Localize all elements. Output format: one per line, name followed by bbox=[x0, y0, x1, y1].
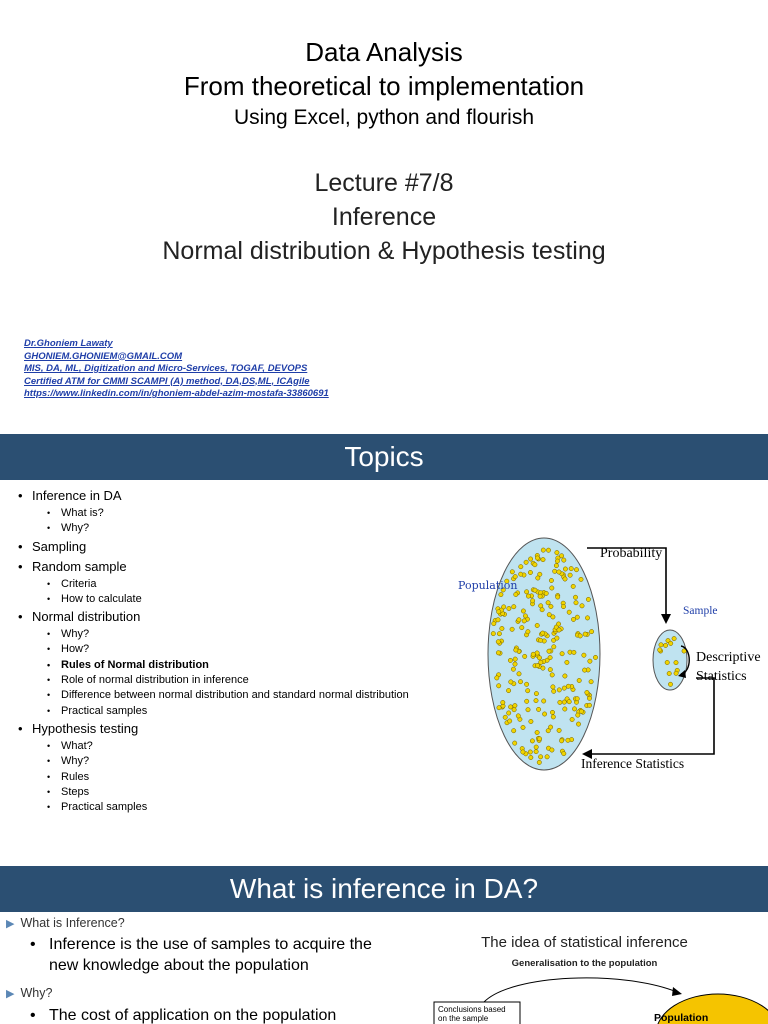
data-point-dot bbox=[563, 577, 567, 581]
data-point-dot bbox=[508, 658, 512, 662]
data-point-dot bbox=[549, 578, 553, 582]
data-point-dot bbox=[506, 688, 510, 692]
data-point-dot bbox=[523, 654, 527, 658]
data-point-dot bbox=[526, 689, 530, 693]
data-point-dot bbox=[528, 750, 532, 754]
data-point-dot bbox=[550, 710, 554, 714]
data-point-dot bbox=[548, 725, 552, 729]
subtopic-item: • Why? bbox=[18, 521, 450, 536]
data-point-dot bbox=[587, 703, 591, 707]
topic-item: • Normal distribution bbox=[18, 607, 450, 627]
data-point-dot bbox=[572, 707, 576, 711]
data-point-dot bbox=[513, 741, 517, 745]
data-point-dot bbox=[513, 662, 517, 666]
data-point-dot bbox=[568, 573, 572, 577]
data-point-dot bbox=[566, 684, 570, 688]
data-point-dot bbox=[587, 696, 591, 700]
data-point-dot bbox=[571, 584, 575, 588]
data-point-dot bbox=[586, 597, 590, 601]
data-point-dot bbox=[583, 632, 587, 636]
subtopic-item: • How to calculate bbox=[18, 592, 450, 607]
data-point-dot bbox=[538, 594, 542, 598]
data-point-dot bbox=[507, 711, 511, 715]
data-point-dot bbox=[517, 672, 521, 676]
data-point-dot bbox=[558, 700, 562, 704]
data-point-dot bbox=[533, 588, 537, 592]
data-point-dot bbox=[541, 557, 545, 561]
data-point-dot bbox=[579, 577, 583, 581]
data-point-dot bbox=[550, 748, 554, 752]
data-point-dot bbox=[531, 652, 535, 656]
data-point-dot bbox=[517, 618, 521, 622]
data-point-dot bbox=[548, 667, 552, 671]
data-point-dot bbox=[509, 680, 513, 684]
probability-label: Probability bbox=[600, 546, 663, 561]
author-info bbox=[24, 338, 329, 401]
data-point-dot bbox=[519, 572, 523, 576]
data-point-dot bbox=[499, 592, 503, 596]
data-point-dot bbox=[508, 719, 512, 723]
subtopic-item: • Why? bbox=[18, 754, 450, 769]
data-point-dot bbox=[510, 627, 514, 631]
data-point-dot bbox=[557, 570, 561, 574]
data-point-dot bbox=[557, 628, 561, 632]
data-point-dot bbox=[552, 689, 556, 693]
data-point-dot bbox=[585, 690, 589, 694]
data-point-dot bbox=[545, 755, 549, 759]
data-point-dot bbox=[541, 631, 545, 635]
subtopic-item: • Practical samples bbox=[18, 704, 450, 719]
data-point-dot bbox=[529, 719, 533, 723]
data-point-dot bbox=[539, 660, 543, 664]
data-point-dot bbox=[588, 659, 592, 663]
data-point-dot bbox=[552, 645, 556, 649]
data-point-dot bbox=[503, 715, 507, 719]
data-point-dot bbox=[536, 576, 540, 580]
data-point-dot bbox=[580, 604, 584, 608]
subtopic-item: • Rules of Normal distribution bbox=[18, 658, 450, 673]
data-point-dot bbox=[514, 592, 518, 596]
data-point-dot bbox=[525, 699, 529, 703]
data-point-dot bbox=[658, 648, 662, 652]
data-point-dot bbox=[508, 705, 512, 709]
data-point-dot bbox=[521, 750, 525, 754]
data-point-dot bbox=[534, 691, 538, 695]
data-point-dot bbox=[563, 567, 567, 571]
data-point-dot bbox=[501, 700, 505, 704]
lecture-topic: Inference bbox=[331, 203, 437, 231]
data-point-dot bbox=[539, 604, 543, 608]
data-point-dot bbox=[669, 641, 673, 645]
topic-item: • Sampling bbox=[18, 537, 450, 557]
data-point-dot bbox=[514, 648, 518, 652]
data-point-dot bbox=[526, 708, 530, 712]
data-point-dot bbox=[535, 623, 539, 627]
data-point-dot bbox=[537, 760, 541, 764]
data-point-dot bbox=[524, 682, 528, 686]
data-point-dot bbox=[562, 558, 566, 562]
topic-item: • Random sample bbox=[18, 557, 450, 577]
data-point-dot bbox=[582, 668, 586, 672]
data-point-dot bbox=[534, 698, 538, 702]
inference-statistics-label: Inference Statistics bbox=[581, 756, 685, 771]
topics-banner: Topics bbox=[0, 434, 768, 480]
data-point-dot bbox=[507, 606, 511, 610]
data-point-dot bbox=[546, 601, 550, 605]
topic-item: • Hypothesis testing bbox=[18, 719, 450, 739]
data-point-dot bbox=[582, 653, 586, 657]
author-skills[interactable]: MIS, DA, ML, Digitization and Micro-Services, TOGAF, DEVOPS bbox=[24, 363, 308, 374]
data-point-dot bbox=[569, 566, 573, 570]
data-point-dot bbox=[521, 725, 525, 729]
data-point-dot bbox=[546, 548, 550, 552]
data-point-dot bbox=[554, 563, 558, 567]
data-point-dot bbox=[562, 686, 566, 690]
lecture-subtopic: Normal distribution & Hypothesis testing bbox=[162, 237, 606, 265]
author-name[interactable]: Dr.Ghoniem Lawaty bbox=[24, 338, 113, 349]
data-point-dot bbox=[557, 728, 561, 732]
data-point-dot bbox=[659, 643, 663, 647]
data-point-dot bbox=[538, 638, 542, 642]
data-point-dot bbox=[496, 640, 500, 644]
data-point-dot bbox=[542, 699, 546, 703]
data-point-dot bbox=[574, 568, 578, 572]
data-point-dot bbox=[565, 660, 569, 664]
data-point-dot bbox=[553, 569, 557, 573]
data-point-dot bbox=[535, 556, 539, 560]
sample-label: Sample bbox=[683, 605, 718, 617]
question-what bbox=[6, 916, 125, 930]
triangle-bullet-icon: ▶ bbox=[6, 918, 15, 930]
data-point-dot bbox=[571, 617, 575, 621]
data-point-dot bbox=[534, 745, 538, 749]
data-point-dot bbox=[570, 717, 574, 721]
data-point-dot bbox=[534, 749, 538, 753]
subtopic-item: • Steps bbox=[18, 785, 450, 800]
data-point-dot bbox=[518, 680, 522, 684]
generalisation-arrow bbox=[484, 978, 677, 1002]
data-point-dot bbox=[668, 682, 672, 686]
data-point-dot bbox=[593, 655, 597, 659]
subtopic-item: • Criteria bbox=[18, 577, 450, 592]
course-subtitle: From theoretical to implementation bbox=[183, 71, 585, 101]
data-point-dot bbox=[497, 706, 501, 710]
conclusions-label: Conclusions based on the sample bbox=[438, 1005, 506, 1023]
answer-bullet bbox=[30, 934, 380, 976]
data-point-dot bbox=[555, 636, 559, 640]
data-point-dot bbox=[555, 559, 559, 563]
data-point-dot bbox=[562, 751, 566, 755]
subtopic-item: • Rules bbox=[18, 770, 450, 785]
data-point-dot bbox=[549, 604, 553, 608]
topic-item: • Inference in DA bbox=[18, 486, 450, 506]
data-point-dot bbox=[537, 737, 541, 741]
data-point-dot bbox=[573, 595, 577, 599]
data-point-dot bbox=[526, 630, 530, 634]
subtopic-item: • Difference between normal distribution and standard normal distribution bbox=[18, 688, 450, 703]
subtopic-item: • How? bbox=[18, 642, 450, 657]
triangle-bullet-icon: ▶ bbox=[6, 988, 15, 1000]
lecture-number: Lecture #7/8 bbox=[314, 169, 454, 197]
data-point-dot bbox=[589, 629, 593, 633]
data-point-dot bbox=[497, 632, 501, 636]
data-point-dot bbox=[572, 650, 576, 654]
data-point-dot bbox=[510, 570, 514, 574]
data-point-dot bbox=[567, 700, 571, 704]
data-point-dot bbox=[585, 616, 589, 620]
data-point-dot bbox=[528, 557, 532, 561]
data-point-dot bbox=[495, 676, 499, 680]
data-point-dot bbox=[576, 713, 580, 717]
data-point-dot bbox=[530, 739, 534, 743]
data-point-dot bbox=[513, 657, 517, 661]
data-point-dot bbox=[574, 601, 578, 605]
data-point-dot bbox=[541, 548, 545, 552]
data-point-dot bbox=[563, 707, 567, 711]
data-point-dot bbox=[557, 688, 561, 692]
author-linkedin-link[interactable]: https://www.linkedin.com/in/ghoniem-abdel-azim-mostafa-33860691 bbox=[24, 388, 329, 399]
data-point-dot bbox=[496, 618, 500, 622]
data-point-dot bbox=[589, 680, 593, 684]
data-point-dot bbox=[513, 703, 517, 707]
data-point-dot bbox=[523, 614, 527, 618]
data-point-dot bbox=[500, 626, 504, 630]
data-point-dot bbox=[502, 605, 506, 609]
data-point-dot bbox=[550, 586, 554, 590]
statistics-label: Statistics bbox=[696, 669, 747, 684]
subtopic-item: • Why? bbox=[18, 627, 450, 642]
topics-list bbox=[18, 486, 450, 815]
data-point-dot bbox=[492, 621, 496, 625]
data-point-dot bbox=[551, 715, 555, 719]
data-point-dot bbox=[521, 609, 525, 613]
sample-ellipse bbox=[653, 630, 687, 690]
data-point-dot bbox=[538, 755, 542, 759]
generalisation-arrowhead bbox=[672, 987, 682, 996]
data-point-dot bbox=[575, 697, 579, 701]
data-point-dot bbox=[535, 730, 539, 734]
data-point-dot bbox=[672, 636, 676, 640]
data-point-dot bbox=[530, 599, 534, 603]
answer-text: Inference is the use of samples to acquire the new knowledge about the population bbox=[49, 936, 372, 974]
data-point-dot bbox=[663, 643, 667, 647]
subtopic-item: • Role of normal distribution in inference bbox=[18, 673, 450, 688]
question-why bbox=[6, 986, 52, 1000]
data-point-dot bbox=[547, 649, 551, 653]
data-point-dot bbox=[537, 656, 541, 660]
data-point-dot bbox=[522, 619, 526, 623]
bullet-icon: • bbox=[30, 1007, 36, 1024]
answer-bullet bbox=[30, 1005, 380, 1024]
question-text: Why? bbox=[20, 986, 53, 1000]
data-point-dot bbox=[496, 651, 500, 655]
data-point-dot bbox=[542, 712, 546, 716]
subtopic-item: • Practical samples bbox=[18, 800, 450, 815]
data-point-dot bbox=[556, 595, 560, 599]
data-point-dot bbox=[526, 594, 530, 598]
question-text: What is Inference? bbox=[20, 916, 125, 930]
inference-arrow bbox=[592, 678, 714, 754]
data-point-dot bbox=[519, 565, 523, 569]
data-point-dot bbox=[511, 667, 515, 671]
data-point-dot bbox=[555, 550, 559, 554]
subtopic-item: • What is? bbox=[18, 506, 450, 521]
course-title: Data Analysis bbox=[305, 37, 463, 67]
data-point-dot bbox=[563, 674, 567, 678]
data-point-dot bbox=[556, 622, 560, 626]
data-point-dot bbox=[491, 631, 495, 635]
population-label: Population bbox=[458, 579, 518, 592]
data-point-dot bbox=[520, 625, 524, 629]
data-point-dot bbox=[577, 678, 581, 682]
data-point-dot bbox=[559, 739, 563, 743]
data-point-dot bbox=[544, 591, 548, 595]
data-point-dot bbox=[524, 590, 528, 594]
subtopic-item: • What? bbox=[18, 739, 450, 754]
data-point-dot bbox=[512, 605, 516, 609]
data-point-dot bbox=[497, 610, 501, 614]
author-email-link[interactable]: GHONIEM.GHONIEM@GMAIL.COM bbox=[24, 350, 183, 362]
data-point-dot bbox=[674, 660, 678, 664]
data-point-dot bbox=[516, 714, 520, 718]
data-point-dot bbox=[528, 570, 532, 574]
data-point-dot bbox=[548, 655, 552, 659]
data-point-dot bbox=[512, 729, 516, 733]
data-point-dot bbox=[536, 707, 540, 711]
data-point-dot bbox=[551, 615, 555, 619]
title-slide bbox=[0, 0, 768, 432]
course-tools: Using Excel, python and flourish bbox=[234, 106, 534, 129]
inference-diagram bbox=[452, 536, 768, 776]
population-label: Population bbox=[654, 1012, 709, 1024]
topics-slide bbox=[0, 432, 768, 864]
data-point-dot bbox=[529, 755, 533, 759]
data-point-dot bbox=[667, 671, 671, 675]
figure-subtitle: Generalisation to the population bbox=[511, 958, 658, 969]
data-point-dot bbox=[567, 610, 571, 614]
inference-banner: What is inference in DA? bbox=[0, 866, 768, 912]
data-point-dot bbox=[674, 671, 678, 675]
answer-text: The cost of application on the population bbox=[49, 1007, 337, 1024]
data-point-dot bbox=[665, 660, 669, 664]
probability-arrowhead bbox=[661, 614, 671, 624]
author-certification[interactable]: Certified ATM for CMMI SCAMPI (A) method, DA,DS,ML, ICAgile bbox=[24, 375, 310, 387]
data-point-dot bbox=[579, 709, 583, 713]
data-point-dot bbox=[533, 563, 537, 567]
figure-graphic bbox=[432, 932, 768, 1024]
data-point-dot bbox=[524, 560, 528, 564]
figure-title: The idea of statistical inference bbox=[481, 934, 688, 951]
data-point-dot bbox=[497, 684, 501, 688]
data-point-dot bbox=[551, 685, 555, 689]
data-point-dot bbox=[578, 634, 582, 638]
bullet-icon: • bbox=[30, 936, 36, 953]
data-point-dot bbox=[576, 722, 580, 726]
data-point-dot bbox=[560, 652, 564, 656]
data-point-dot bbox=[550, 673, 554, 677]
descriptive-label: Descriptive bbox=[696, 650, 761, 665]
statistical-inference-figure bbox=[432, 932, 768, 1024]
data-point-dot bbox=[566, 738, 570, 742]
inference-slide bbox=[0, 864, 768, 1024]
data-point-dot bbox=[561, 604, 565, 608]
